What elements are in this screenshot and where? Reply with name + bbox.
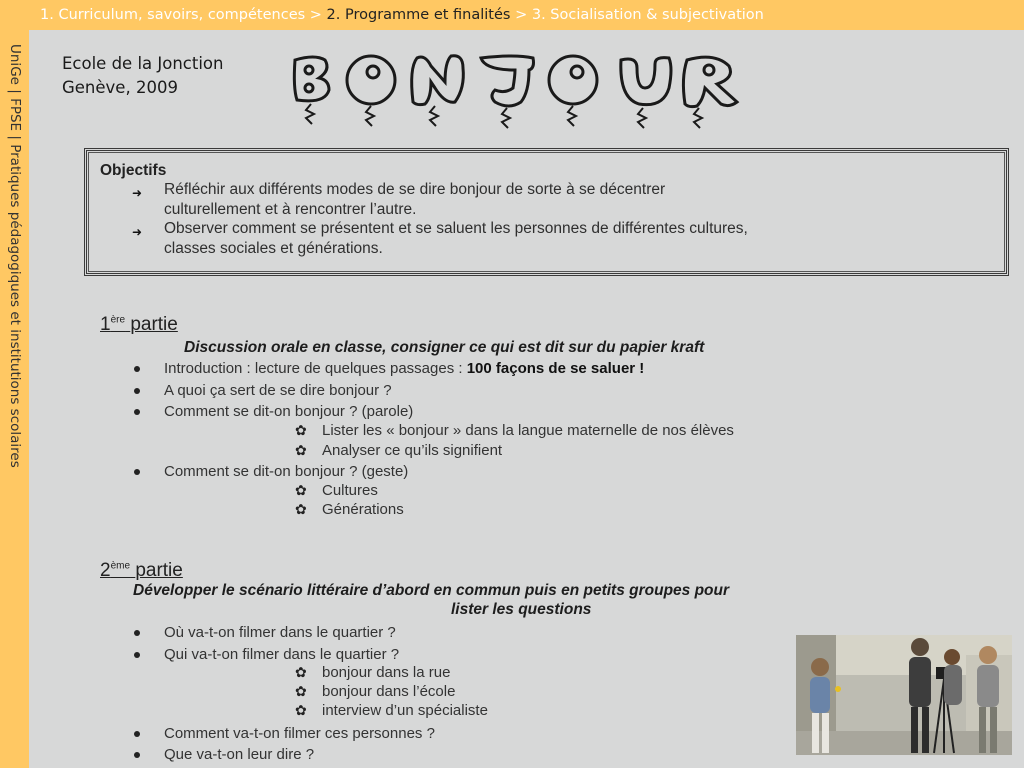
list-item: Comment se dit-on bonjour ? (parole) bbox=[164, 403, 414, 420]
part-2-title: 2ème partie bbox=[100, 560, 183, 581]
part-2-subtitle: Développer le scénario littéraire d’abord en commun puis en petits groupes pour bbox=[133, 582, 730, 599]
dot-bullet-icon bbox=[134, 731, 140, 737]
sub-list-item: Générations bbox=[322, 501, 404, 518]
breadcrumb-step-1[interactable]: 1. Curriculum, savoirs, compétences bbox=[40, 7, 306, 23]
side-label: UniGe | FPSE | Pratiques pédagogiques et institutions scolaires bbox=[7, 44, 23, 468]
breadcrumb bbox=[40, 7, 764, 23]
list-item: Où va-t-on filmer dans le quartier ? bbox=[164, 624, 396, 641]
dot-bullet-icon bbox=[134, 652, 140, 658]
flower-bullet-icon: ✿ bbox=[295, 443, 307, 459]
sub-list-item: bonjour dans la rue bbox=[322, 664, 451, 681]
place-year: Genève, 2009 bbox=[62, 78, 178, 97]
dot-bullet-icon bbox=[134, 388, 140, 394]
sub-list-item: bonjour dans l’école bbox=[322, 683, 456, 700]
dot-bullet-icon bbox=[134, 630, 140, 636]
dot-bullet-icon bbox=[134, 752, 140, 758]
breadcrumb-step-3[interactable]: 3. Socialisation & subjectivation bbox=[531, 7, 764, 23]
bonjour-balloons-logo bbox=[285, 48, 805, 130]
flower-bullet-icon: ✿ bbox=[295, 483, 307, 499]
arrow-bullet-icon: ➜ bbox=[132, 225, 143, 239]
flower-bullet-icon: ✿ bbox=[295, 502, 307, 518]
part-1-title: 1ère partie bbox=[100, 314, 178, 335]
objectives-title: Objectifs bbox=[100, 162, 167, 179]
dot-bullet-icon bbox=[134, 366, 140, 372]
breadcrumb-bar bbox=[0, 0, 1024, 30]
dot-bullet-icon bbox=[134, 469, 140, 475]
breadcrumb-step-2-current[interactable]: 2. Programme et finalités bbox=[326, 7, 511, 23]
sub-list-item: Analyser ce qu’ils signifient bbox=[322, 442, 503, 459]
list-item: A quoi ça sert de se dire bonjour ? bbox=[164, 382, 392, 399]
list-item: Comment va-t-on filmer ces personnes ? bbox=[164, 725, 435, 742]
breadcrumb-separator: > bbox=[309, 7, 322, 23]
flower-bullet-icon: ✿ bbox=[295, 423, 307, 439]
school-name: Ecole de la Jonction bbox=[62, 54, 224, 73]
sub-list-item: Lister les « bonjour » dans la langue maternelle de nos élèves bbox=[322, 422, 734, 439]
children-filming-photo bbox=[796, 635, 1012, 755]
objective-line: Observer comment se présentent et se saluent les personnes de différentes cultures, bbox=[164, 220, 748, 237]
list-item: Introduction : lecture de quelques passages : 100 façons de se saluer ! bbox=[164, 360, 645, 377]
part-1-subtitle: Discussion orale en classe, consigner ce qui est dit sur du papier kraft bbox=[184, 339, 705, 356]
flower-bullet-icon: ✿ bbox=[295, 665, 307, 681]
dot-bullet-icon bbox=[134, 409, 140, 415]
sub-list-item: Cultures bbox=[322, 482, 378, 499]
breadcrumb-separator: > bbox=[515, 7, 528, 23]
objective-line: Réfléchir aux différents modes de se dire bonjour de sorte à se décentrer bbox=[164, 181, 666, 198]
school-header bbox=[62, 52, 223, 100]
list-item: Qui va-t-on filmer dans le quartier ? bbox=[164, 646, 400, 663]
objective-line: classes sociales et générations. bbox=[164, 240, 383, 257]
arrow-bullet-icon: ➜ bbox=[132, 186, 143, 200]
objective-line: culturellement et à rencontrer l’autre. bbox=[164, 201, 417, 218]
part-2-subtitle-line-2: lister les questions bbox=[451, 601, 592, 618]
flower-bullet-icon: ✿ bbox=[295, 684, 307, 700]
flower-bullet-icon: ✿ bbox=[295, 703, 307, 719]
sub-list-item: interview d’un spécialiste bbox=[322, 702, 488, 719]
list-item: Que va-t-on leur dire ? bbox=[164, 746, 315, 763]
list-item: Comment se dit-on bonjour ? (geste) bbox=[164, 463, 409, 480]
